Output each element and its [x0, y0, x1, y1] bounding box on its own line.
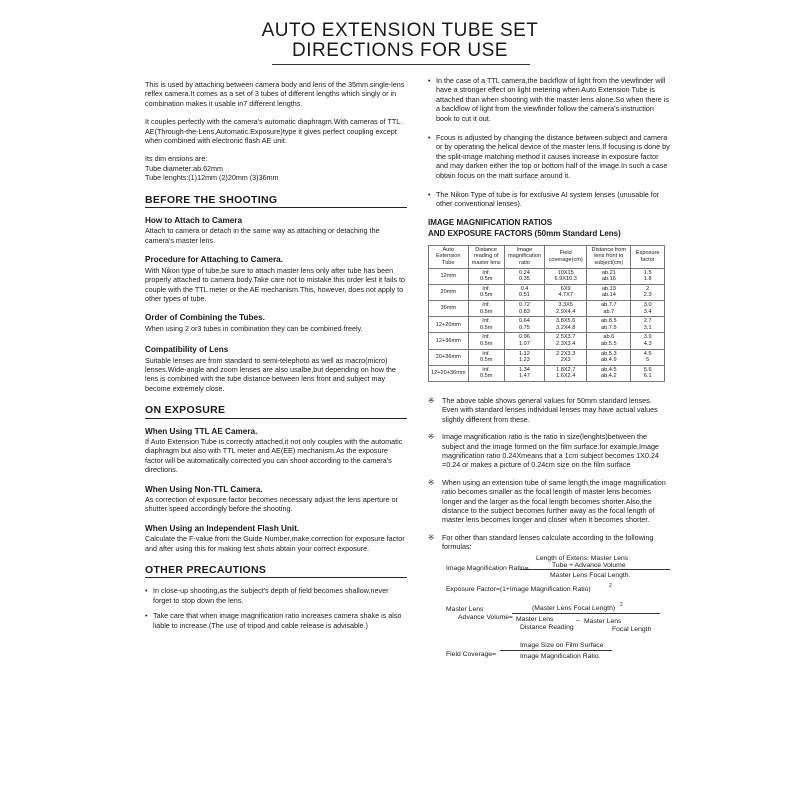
- mlav-label-1: Master Lens: [446, 605, 484, 613]
- table-cell-magnification: [504, 333, 544, 349]
- table-cell-value: 6.9X10.3: [554, 276, 577, 283]
- table-cell-value: 3.8X5.6: [556, 318, 576, 325]
- table-cell-magnification: [504, 317, 544, 333]
- bullet-icon: •: [145, 611, 148, 621]
- flash-title: When Using an Independent Flash Unit.: [145, 523, 300, 533]
- precaution-bullet-2: [145, 611, 407, 630]
- table-cell-value: 2.9X4.4: [556, 308, 576, 315]
- table-cell-exposure: [631, 349, 665, 365]
- table-cell-value: 3.3X5: [558, 302, 573, 309]
- table-cell-value: ab.8.5: [601, 318, 617, 325]
- table-cell-magnification: [504, 301, 544, 317]
- table-cell-value: 1.8: [643, 276, 652, 283]
- fc-numerator: Image Size on Film Surface: [520, 641, 604, 649]
- table-cell-tube: 12+20mm: [429, 317, 469, 333]
- table-cell-value: 3.9: [643, 334, 652, 341]
- imr-fraction-line: [520, 569, 670, 570]
- table-cell-exposure: [631, 365, 665, 381]
- table-cell-value: 0.5m: [479, 324, 493, 331]
- ttl-text: If Auto Extension Tube is correctly attached,it not only couples with the automatic diaphragm but also with TTL meter and AE(EE) mechanism.As the exposure factor will be automatically corrected you can shoot according to the camera's directions.: [145, 436, 403, 475]
- table-cell-value: ab.4.2: [601, 373, 617, 380]
- reference-mark-icon: ※: [428, 432, 435, 442]
- table-cell-field: [545, 284, 587, 300]
- table-cell-value: 10X15: [557, 269, 574, 276]
- procedure-title: Procedure for Attaching to Camera.: [145, 255, 283, 265]
- table-cell-value: 1.6X2.4: [556, 373, 576, 380]
- non-ttl-title: When Using Non-TTL Camera.: [145, 484, 263, 494]
- table-cell-value: 4.3: [643, 341, 652, 347]
- intro-paragraph-1: This is used by attaching between camera body and lens of the 35mm single-lens reflex camera.It comes as a set of 3 tubes of different lengths which singly or in combination makes it usable in7 different lengths.: [145, 80, 405, 108]
- imr-numerator-2: Tube + Advance Volume: [552, 561, 626, 569]
- table-cell-front-distance: [587, 333, 631, 349]
- attach-text: Attach to camera or detach in the same way as attaching or detaching the camera's master lens.: [145, 226, 380, 245]
- document-subtitle: DIRECTIONS FOR USE: [292, 40, 508, 61]
- table-cell-tube: 20mm: [429, 284, 469, 300]
- table-cell-exposure: [631, 284, 665, 300]
- table-cell-field: [545, 349, 587, 365]
- order-title: Order of Combining the Tubes.: [145, 313, 265, 323]
- document-title: AUTO EXTENSION TUBE SET: [261, 20, 539, 41]
- table-cell-value: 3.0: [643, 302, 652, 309]
- mlav-denominator-2a: Master Lens: [584, 617, 622, 625]
- table-cell-value: 4.5: [643, 350, 652, 357]
- table-row: [429, 301, 665, 317]
- section-heading-precautions: OTHER PRECAUTIONS: [145, 563, 407, 578]
- table-cell-value: 2X3: [560, 357, 571, 364]
- table-cell-value: 5.6: [643, 366, 652, 373]
- table-cell-distance: [468, 301, 504, 317]
- magnification-table: [428, 245, 665, 382]
- table-cell-value: 0.5m: [479, 308, 493, 315]
- table-cell-value: 0.5m: [479, 373, 493, 380]
- table-cell-value: 0.5m: [479, 292, 493, 299]
- mlav-denominator-2b: Focal Length: [612, 625, 652, 633]
- table-cell-value: 2.5X3.7: [556, 334, 576, 341]
- table-row: [429, 349, 665, 365]
- table-cell-value: ab.4.5: [601, 366, 617, 373]
- table-cell-value: 3.1: [643, 324, 652, 331]
- table-cell-field: [545, 333, 587, 349]
- table-cell-field: [545, 301, 587, 317]
- reference-mark-icon: ※: [428, 477, 435, 487]
- left-column: [145, 80, 407, 630]
- table-cell-value: 1.07: [519, 341, 530, 347]
- precaution-text-2: Take care that when image magnification ratio increases camera shake is also liable to increase.(The use of tripod and cable release is advisable.): [153, 611, 402, 630]
- mlav-numerator-exponent: 2: [620, 601, 623, 608]
- intro-paragraph-2: It couples perfectly with the camera's automatic diaphragm.With cameras of TTL. AE(Through-the-Lens,Automatic.Exposure)type it gives perfect coupling except when combined with electronic flash AE unit.: [145, 117, 403, 146]
- table-cell-value: ab.16: [601, 276, 616, 283]
- table-row: [429, 333, 665, 349]
- table-row: [429, 317, 665, 333]
- right-column: [428, 76, 670, 677]
- table-cell-value: Inf.: [482, 366, 491, 373]
- table-row: [429, 284, 665, 300]
- table-cell-value: 0.83: [519, 308, 530, 315]
- table-cell-value: ab.14: [601, 292, 616, 299]
- table-cell-value: ab.7.5: [601, 324, 617, 331]
- table-cell-value: ab.7: [603, 308, 615, 315]
- ratios-heading: [428, 217, 670, 239]
- table-cell-value: Inf.: [482, 334, 491, 341]
- precaution-bullet-1: [145, 586, 407, 605]
- table-cell-value: 0.96: [519, 334, 530, 341]
- table-cell-value: Inf.: [482, 350, 491, 357]
- fc-denominator: Image Magnification Ratio.: [520, 652, 601, 660]
- table-cell-value: ab.21: [601, 269, 616, 276]
- table-cell-exposure: [631, 317, 665, 333]
- table-cell-value: 1.23: [519, 357, 530, 364]
- table-cell-magnification: [504, 349, 544, 365]
- table-cell-exposure: [631, 333, 665, 349]
- table-cell-value: ab.13: [601, 285, 616, 292]
- table-cell-front-distance: [587, 317, 631, 333]
- focus-text: Fcous is adjusted by changing the distance between subject and camera or by operating the helical device of the master lens.If focusing is done by the split-image matching method it causes increase in exposure factor and may darken either the top or bottom half of the image.In such a case obtain focus on the matt surface around it.: [436, 133, 670, 180]
- table-cell-distance: [468, 349, 504, 365]
- mlav-denominator-1b: Distance Reading: [520, 623, 574, 631]
- table-header-exposure: Exposure factor: [631, 245, 665, 268]
- table-cell-value: 0.75: [519, 324, 530, 331]
- table-cell-tube: 36mm: [429, 301, 469, 317]
- table-cell-value: 0.72: [519, 302, 530, 309]
- table-cell-front-distance: [587, 284, 631, 300]
- table-cell-distance: [468, 268, 504, 284]
- table-cell-value: ab.5.5: [601, 341, 617, 347]
- section-heading-before-shooting: BEFORE THE SHOOTING: [145, 193, 407, 208]
- mlav-label-2: Advance Volume=: [458, 613, 513, 621]
- table-cell-value: ab.5.3: [601, 350, 617, 357]
- table-cell-exposure: [631, 301, 665, 317]
- fc-label: Field Coverage=: [446, 650, 497, 658]
- compatibility-text: Suitable lenses are from standard to semi-telephoto as well as macro(micro) lenses.Wide-angle and zoom lenses are also usalbe,but depending on how the lens is combined with the tube distance between lens front and subject may become extremely close.: [145, 355, 396, 393]
- table-cell-value: 3.2X4.8: [556, 324, 576, 331]
- ttl-title: When Using TTL AE Camera.: [145, 426, 258, 436]
- table-cell-front-distance: [587, 349, 631, 365]
- ratios-heading-line-2: AND EXPOSURE FACTORS (50mm Standard Lens): [428, 228, 621, 238]
- table-cell-distance: [468, 317, 504, 333]
- compatibility-title: Compatibility of Lens: [145, 345, 229, 355]
- title-underline: [272, 64, 530, 65]
- table-cell-tube: 12+20+36mm: [429, 365, 469, 381]
- table-cell-field: [545, 365, 587, 381]
- order-text: When using 2 or3 tubes in combination they can be combined freely.: [145, 323, 363, 333]
- table-cell-value: 6X9: [560, 285, 571, 292]
- table-cell-value: 0.4: [520, 285, 529, 292]
- table-header-front-distance: Distance from lens front to subject(cm): [587, 245, 631, 268]
- exposure-factor-exponent: 2: [609, 582, 612, 589]
- tube-diameter: Tube diameter:ab.62mm: [145, 163, 224, 173]
- table-cell-value: 2.2X3.3: [556, 350, 576, 357]
- exposure-factor-formula: Exposure Factor=(1+Image Magnification Ratio): [446, 585, 591, 593]
- table-cell-magnification: [504, 284, 544, 300]
- table-cell-tube: 12mm: [429, 268, 469, 284]
- table-cell-distance: [468, 284, 504, 300]
- table-cell-field: [545, 317, 587, 333]
- mlav-fraction-line: [512, 613, 660, 614]
- table-cell-value: 0.51: [519, 292, 530, 299]
- table-header-row: [429, 245, 665, 268]
- imr-denominator: Master Lens Focal Length.: [550, 571, 631, 579]
- ratios-heading-line-1: IMAGE MAGNIFICATION RATIOS: [428, 217, 553, 227]
- table-cell-distance: [468, 365, 504, 381]
- table-cell-value: 2.3X3.4: [556, 341, 576, 347]
- table-cell-magnification: [504, 365, 544, 381]
- table-cell-value: 5: [646, 357, 650, 364]
- table-cell-value: Inf.: [482, 318, 491, 325]
- mlav-denominator-1a: Master Lens: [516, 615, 554, 623]
- precaution-text-1: In close-up shooting,as the subject's depth of field becomes shallow,never forget to stop down the lens.: [153, 586, 389, 605]
- table-header-distance: Distance reading of master lens: [468, 245, 504, 268]
- table-cell-exposure: [631, 268, 665, 284]
- table-cell-value: 0.64: [519, 318, 530, 325]
- reference-mark-icon: ※: [428, 532, 435, 542]
- note-3: [428, 478, 670, 525]
- table-cell-value: Inf.: [482, 269, 491, 276]
- dimensions-label: Its dim ensions are:: [145, 154, 208, 164]
- table-cell-value: 2.7: [643, 318, 652, 325]
- table-header-tube: Auto Extension Tube: [429, 245, 469, 268]
- table-cell-value: 0.24: [519, 269, 530, 276]
- table-cell-value: ab.6: [603, 334, 615, 341]
- table-cell-value: Inf.: [482, 302, 491, 309]
- table-header-field: Field coverage(cm): [545, 245, 587, 268]
- table-header-magnification: Image magnification ratio: [504, 245, 544, 268]
- table-cell-value: 1.8X2.7: [556, 366, 576, 373]
- table-cell-value: 1.5: [643, 269, 652, 276]
- focus-bullet: [428, 133, 670, 180]
- attach-title: How to Attach to Camera: [145, 216, 243, 226]
- mlav-numerator: (Master Lens Focal Length): [532, 604, 616, 612]
- bullet-icon: •: [428, 76, 431, 85]
- note-2: [428, 432, 670, 470]
- table-cell-value: Inf.: [482, 285, 491, 292]
- note-1-text: The above table shows general values for 50mm standard lenses. Even with standard lenses individual lenses may have actual values slightly different from these.: [442, 395, 658, 424]
- note-2-text: Image magnification ratio is the ratio in size(lenghts)between the subject and the image formed on the film surface.for example,Image magnification ratio 0.24Xmeans that a 1cm subject becomes 1X0.24 =0.24 or makes a picture of 0.24cm size on the film surface: [442, 432, 659, 470]
- section-heading-exposure: ON EXPOSURE: [145, 403, 407, 418]
- bullet-icon: •: [145, 586, 148, 596]
- table-cell-field: [545, 268, 587, 284]
- table-cell-value: 1.34: [519, 366, 530, 373]
- bullet-icon: •: [428, 190, 431, 200]
- table-cell-value: 0.5m: [479, 276, 493, 283]
- table-cell-value: 0.5m: [479, 357, 493, 364]
- flash-text: Calculate the F-value from the Guide Number,make correction for exposure factor and after using this for making test shots abtain your correct exposure.: [145, 534, 405, 553]
- table-cell-value: 1.12: [519, 350, 530, 357]
- table-cell-value: 4.7X7: [558, 292, 573, 299]
- table-row: [429, 268, 665, 284]
- imr-label: Image Magnification Ratio=: [446, 564, 529, 572]
- table-row: [429, 365, 665, 381]
- table-cell-value: 0.35: [519, 276, 530, 283]
- table-cell-tube: 20+36mm: [429, 349, 469, 365]
- table-cell-value: 3.4: [643, 308, 652, 315]
- table-cell-value: 0.5m: [479, 341, 493, 347]
- non-ttl-text: As correction of exposure factor becomes necessary adjust the lens aperture or shutter speed accordingly before the shooting.: [145, 495, 398, 514]
- table-cell-value: 2: [646, 285, 650, 292]
- table-cell-distance: [468, 333, 504, 349]
- imr-numerator-1: Length of Extens. Master Lens: [536, 554, 629, 562]
- nikon-bullet: [428, 190, 670, 209]
- formulas-block: [428, 552, 670, 677]
- table-cell-value: 1.47: [519, 373, 530, 380]
- table-cell-value: 2.3: [643, 292, 652, 299]
- nikon-text: The Nikon Type of tube is for exclusive AI system lenses (unusable for other conventional lenses).: [436, 190, 660, 209]
- reference-mark-icon: ※: [428, 395, 435, 405]
- note-4: [428, 533, 670, 552]
- note-1: [428, 396, 670, 424]
- fc-fraction-line: [500, 650, 612, 651]
- table-cell-front-distance: [587, 365, 631, 381]
- table-cell-front-distance: [587, 301, 631, 317]
- table-cell-magnification: [504, 268, 544, 284]
- table-cell-value: ab.4.9: [601, 357, 617, 364]
- table-cell-tube: 12+36mm: [429, 333, 469, 349]
- ttl-backflow-text: In the case of a TTL camera,the backflow of light from the viewfinder will have a stronger effect on light metering when Auto Extension Tube is attached than when shooting with the master lens alone.So when there is a backflow of light from the viewfinder follow the camera's instruction book to cut it out.: [436, 76, 669, 123]
- mlav-minus: _: [576, 613, 580, 621]
- table-cell-value: 6.1: [643, 373, 652, 380]
- tube-lengths: Tube lenghts:(1)12mm (2)20mm (3)36mm: [145, 173, 279, 183]
- table-cell-front-distance: [587, 268, 631, 284]
- procedure-text: With Nikon type of tube,be sure to attach master lens only after tube has been properly attached to camera body.Take care not to mistake this order lest it fails to couple with the TTL meter or the AE mechanism.This, however, does not apply to other types of tube.: [145, 265, 405, 303]
- ttl-backflow-bullet: [428, 76, 670, 123]
- bullet-icon: •: [428, 133, 431, 143]
- note-4-text: For other than standard lenses calculate according to the following formulas:: [442, 532, 654, 552]
- table-cell-value: ab.7.7: [601, 302, 617, 309]
- note-3-text: When using an extension tube of same length,the image magnification ratio becomes smaller as the focal length of master lens becomes longer and the larger as the focal length becomes shorter.Also,the distance to the subject becomes further away as the focal length of master lens becomes longer and closer when it becomes shorter.: [442, 477, 666, 525]
